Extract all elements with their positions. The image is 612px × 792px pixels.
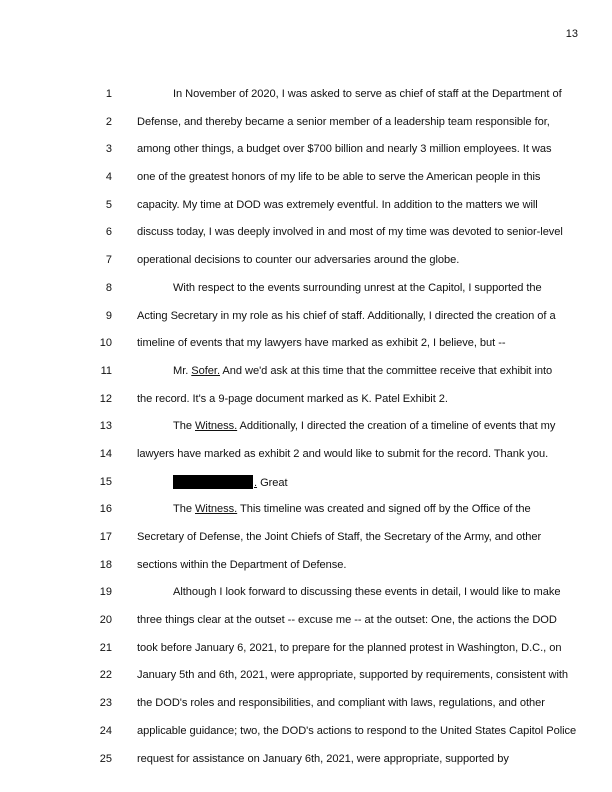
line-number: 7 [105,254,112,267]
page-number: 13 [565,28,578,40]
line-number: 17 [99,531,112,543]
transcript-line [0,551,612,579]
line-number: 9 [105,309,112,322]
line-number: 21 [99,641,112,654]
line-text: sections within the Department of Defense. [137,558,347,571]
line-number: 8 [105,281,112,294]
transcript-line [0,468,612,496]
line-text: lawyers have marked as exhibit 2 and would like to submit for the record. Thank you. [137,447,549,460]
line-number: 24 [99,724,112,737]
transcript-line [0,440,612,468]
transcript-line [0,412,612,440]
speaker-name: Witness. [195,503,238,516]
speaker-name: Sofer. [191,364,220,377]
line-text-rest: Great [257,476,288,489]
transcript-line [0,163,612,191]
transcript-line [0,385,612,413]
line-text: Defense, and thereby became a senior member of a leadership team responsible for, [137,115,550,128]
line-number: 13 [99,420,112,433]
line-number: 23 [99,697,112,710]
line-number: 19 [99,586,112,599]
line-number: 14 [99,447,112,460]
transcript-line [0,717,612,745]
line-number: 11 [100,364,112,377]
line-text: one of the greatest honors of my life to be able to serve the American people in this [137,171,541,184]
transcript-line [0,329,612,357]
line-text: the DOD's roles and responsibilities, and compliant with laws, regulations, and other [137,697,545,710]
line-number: 2 [105,115,112,128]
line-number: 6 [105,226,112,239]
line-text: capacity. My time at DOD was extremely eventful. In addition to the matters we will [137,198,538,211]
line-text: took before January 6, 2021, to prepare for the planned protest in Washington, D.C., on [137,641,562,654]
line-number: 16 [99,503,112,516]
line-number: 25 [99,752,112,765]
redaction-block [173,475,253,489]
line-text: the record. It's a 9-page document marked as K. Patel Exhibit 2. [137,392,448,405]
line-text-rest: This timeline was created and signed off by the Office of the [237,503,531,516]
line-number: 1 [105,88,112,100]
transcript-line [0,80,612,108]
line-number: 20 [99,614,112,627]
line-text: three things clear at the outset -- excuse me -- at the outset: One, the actions the DOD [137,614,557,627]
transcript-line [0,218,612,246]
line-text: timeline of events that my lawyers have marked as exhibit 2, I believe, but -- [137,337,506,350]
transcript-line [0,523,612,551]
line-text: request for assistance on January 6th, 2021, were appropriate, supported by [137,752,509,765]
speaker-prefix: The [173,420,195,433]
line-number: 22 [99,669,112,682]
line-text: With respect to the events surrounding unrest at the Capitol, I supported the [173,281,542,294]
line-text: January 5th and 6th, 2021, were appropriate, supported by requirements, consistent with [137,669,569,682]
line-text: Secretary of Defense, the Joint Chiefs of Staff, the Secretary of the Army, and other [137,531,542,543]
line-text-rest: Additionally, I directed the creation of a timeline of events that my [237,420,556,433]
transcript-line [0,689,612,717]
transcript-line [0,661,612,689]
line-text-rest: And we'd ask at this time that the committee receive that exhibit into [219,364,553,377]
line-number: 5 [105,198,112,211]
speaker-name: Witness. [195,420,238,433]
transcript-line [0,634,612,662]
speaker-prefix: The [173,503,195,516]
line-text [173,419,555,433]
line-text: applicable guidance; two, the DOD's actions to respond to the United States Capitol Police [137,724,577,737]
line-text: Acting Secretary in my role as his chief of staff. Additionally, I directed the creation of a [137,309,556,322]
line-text [173,475,288,490]
line-number: 15 [99,475,112,488]
speaker-name: . [254,476,258,489]
line-number: 3 [105,143,112,156]
transcript-line [0,495,612,523]
transcript-body [0,80,612,772]
line-text [173,364,552,378]
transcript-line [0,246,612,274]
line-text: among other things, a budget over $700 billion and nearly 3 million employees. It was [137,143,552,156]
transcript-line [0,578,612,606]
line-text [173,502,531,516]
transcript-line [0,302,612,330]
speaker-prefix: Mr. [173,364,192,377]
line-number: 4 [105,171,112,184]
line-number: 12 [99,392,112,405]
transcript-line [0,108,612,136]
line-text: discuss today, I was deeply involved in and most of my time was devoted to senior-level [137,226,563,239]
transcript-line [0,274,612,302]
transcript-line [0,745,612,773]
line-text: In November of 2020, I was asked to serve as chief of staff at the Department of [173,88,562,100]
transcript-line [0,135,612,163]
transcript-line [0,606,612,634]
transcript-line [0,191,612,219]
transcript-line [0,357,612,385]
line-text: Although I look forward to discussing these events in detail, I would like to make [173,586,561,599]
line-number: 10 [99,337,112,350]
line-text: operational decisions to counter our adversaries around the globe. [137,254,460,267]
line-number: 18 [99,558,112,571]
